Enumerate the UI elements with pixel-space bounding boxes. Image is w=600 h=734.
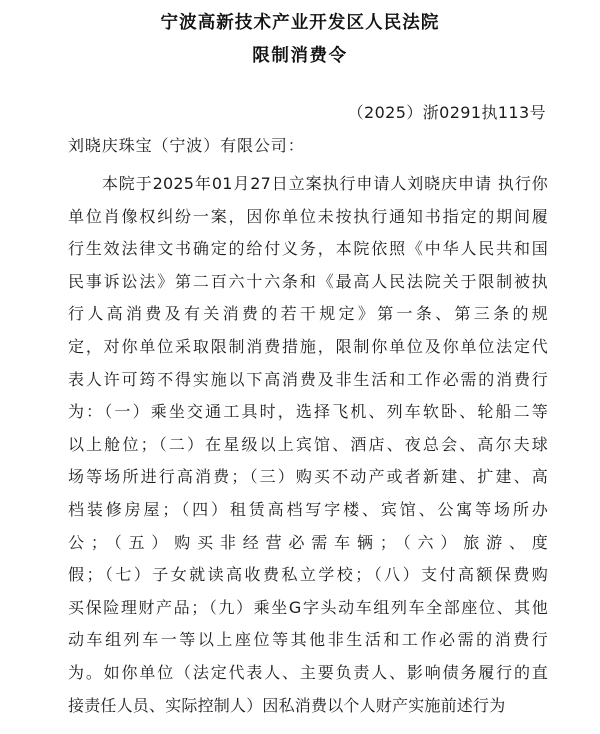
body-line: 假；（七）子女就读高收费私立学校；（八）支付高额保费购 [68, 565, 548, 585]
body-line: 动车组列车一等以上座位等其他非生活和工作必需的消费行 [68, 630, 548, 650]
body-line: 单位肖像权纠纷一案，因你单位未按执行通知书指定的期间履 [68, 206, 548, 226]
body-line: 行人高消费及有关消费的若干规定》第一条、第三条的规 [68, 304, 548, 324]
body-line: 民事诉讼法》第二百六十六条和《最高人民法院关于限制被执 [68, 271, 548, 291]
body-line: 买保险理财产品；（九）乘坐G字头动车组列车全部座位、其他 [68, 597, 548, 617]
body-line: 以上舱位；（二）在星级以上宾馆、酒店、夜总会、高尔夫球 [68, 434, 548, 454]
body-line: 为。如你单位（法定代表人、主要负责人、影响债务履行的直 [68, 662, 548, 682]
recipient-party: 刘晓庆珠宝（宁波）有限公司： [68, 136, 305, 155]
case-number: （2025）浙0291执113号 [347, 103, 546, 122]
document-title: 限制消费令 [252, 46, 348, 66]
body-line: 定，对你单位采取限制消费措施，限制你单位及你单位法定代 [68, 336, 548, 356]
body-line: 本院于2025年01月27日立案执行申请人刘晓庆申请 执行你 [68, 174, 548, 193]
case-number-row [0, 100, 600, 123]
document-body [0, 168, 600, 722]
court-name: 宁波高新技术产业开发区人民法院 [160, 13, 440, 33]
body-line: 接责任人员、实际控制人）因私消费以个人财产实施前述行为 [68, 695, 506, 715]
body-line: 行生效法律文书确定的给付义务，本院依照《中华人民共和国 [68, 239, 548, 259]
body-line: 公；（五）购买非经营必需车辆；（六）旅游、度 [68, 532, 548, 552]
body-line: 为：（一）乘坐交通工具时，选择飞机、列车软卧、轮船二等 [68, 402, 548, 422]
body-line: 场等场所进行高消费；（三）购买不动产或者新建、扩建、高 [68, 467, 548, 487]
body-line: 档装修房屋；（四）租赁高档写字楼、宾馆、公寓等场所办 [68, 499, 548, 519]
body-line: 表人许可筠不得实施以下高消费及非生活和工作必需的消费行 [68, 369, 548, 389]
document-header [0, 0, 600, 69]
